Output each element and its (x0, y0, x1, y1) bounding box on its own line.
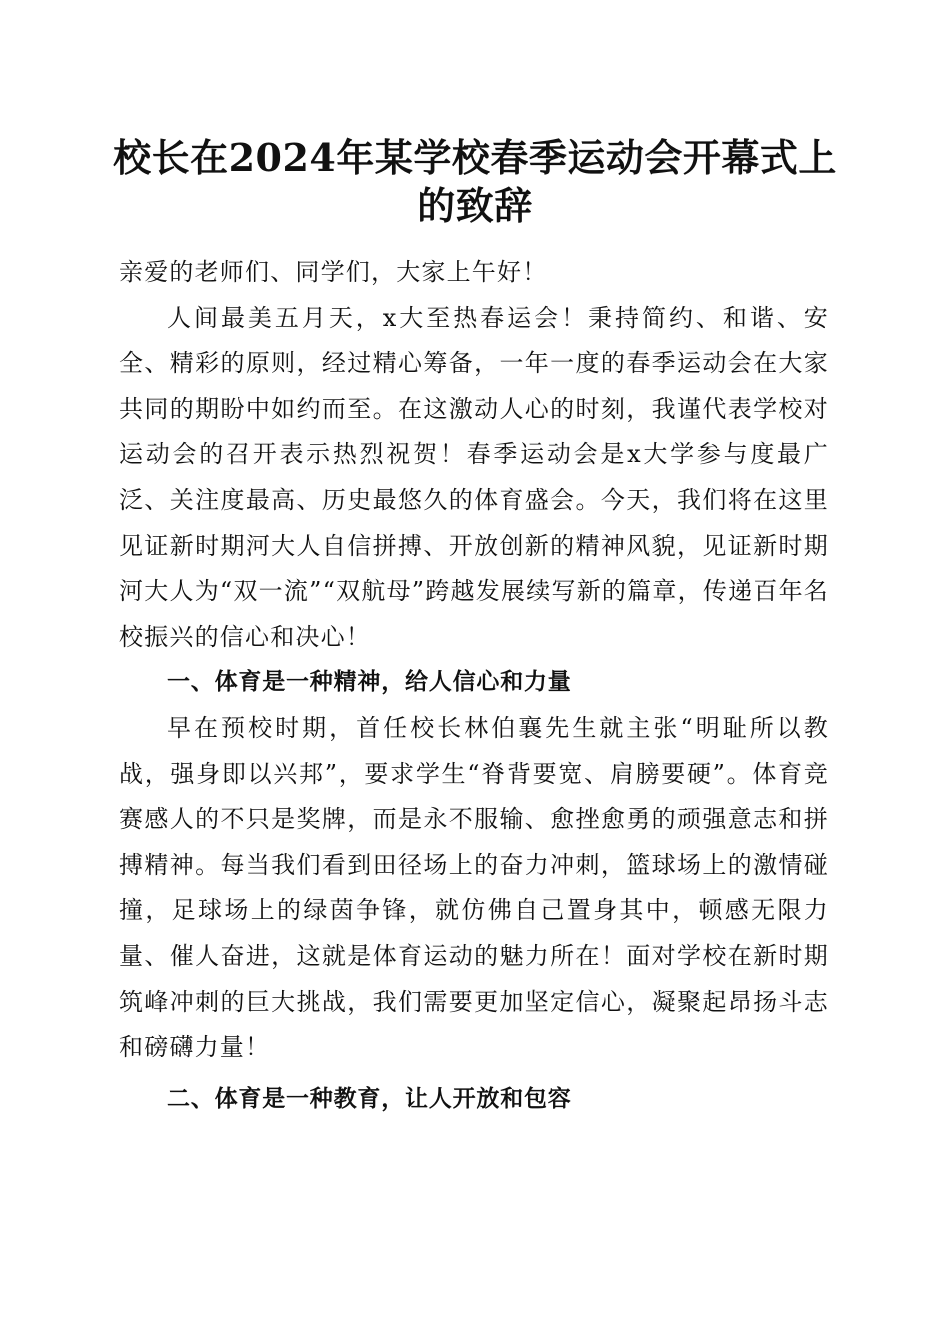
document-body (119, 250, 829, 1122)
section-heading-1: 一、体育是一种精神，给人信心和力量 (167, 669, 572, 696)
paragraph-intro: 人间最美五月天，x大至热春运会！秉持简约、和谐、安全、精彩的原则，经过精心筹备，一年一度的春季运动会在大家共同的期盼中如约而至。在这激动人心的时刻，我谨代表学校对运动会的召开表示热烈祝贺！春季运动会是x大学参与度最广泛、关注度最高、历史最悠久的体育盛会。今天，我们将在这里见证新时期河大人自信拼搏、开放创新的精神风貌，见证新时期河大人为“双一流”“双航母”跨越发展续写新的篇章，传递百年名校振兴的信心和决心！ (119, 303, 829, 651)
section-heading-2: 二、体育是一种教育，让人开放和包容 (167, 1085, 572, 1112)
document-title: 校长在2024年某学校春季运动会开幕式上的致辞 (113, 135, 837, 228)
paragraph-section-1: 早在预校时期，首任校长林伯襄先生就主张“明耻所以教战，强身即以兴邦”，要求学生“脊背要宽、肩膀要硬”。体育竞赛感人的不只是奖牌，而是永不服输、愈挫愈勇的顽强意志和拼搏精神。每当我们看到田径场上的奋力冲刺，篮球场上的激情碰撞，足球场上的绿茵争锋，就仿佛自己置身其中，顿感无限力量、催人奋进，这就是体育运动的魅力所在！面对学校在新时期筑峰冲刺的巨大挑战，我们需要更加坚定信心，凝聚起昂扬斗志和磅礴力量！ (119, 713, 829, 1062)
salutation: 亲爱的老师们、同学们，大家上午好！ (119, 258, 548, 286)
